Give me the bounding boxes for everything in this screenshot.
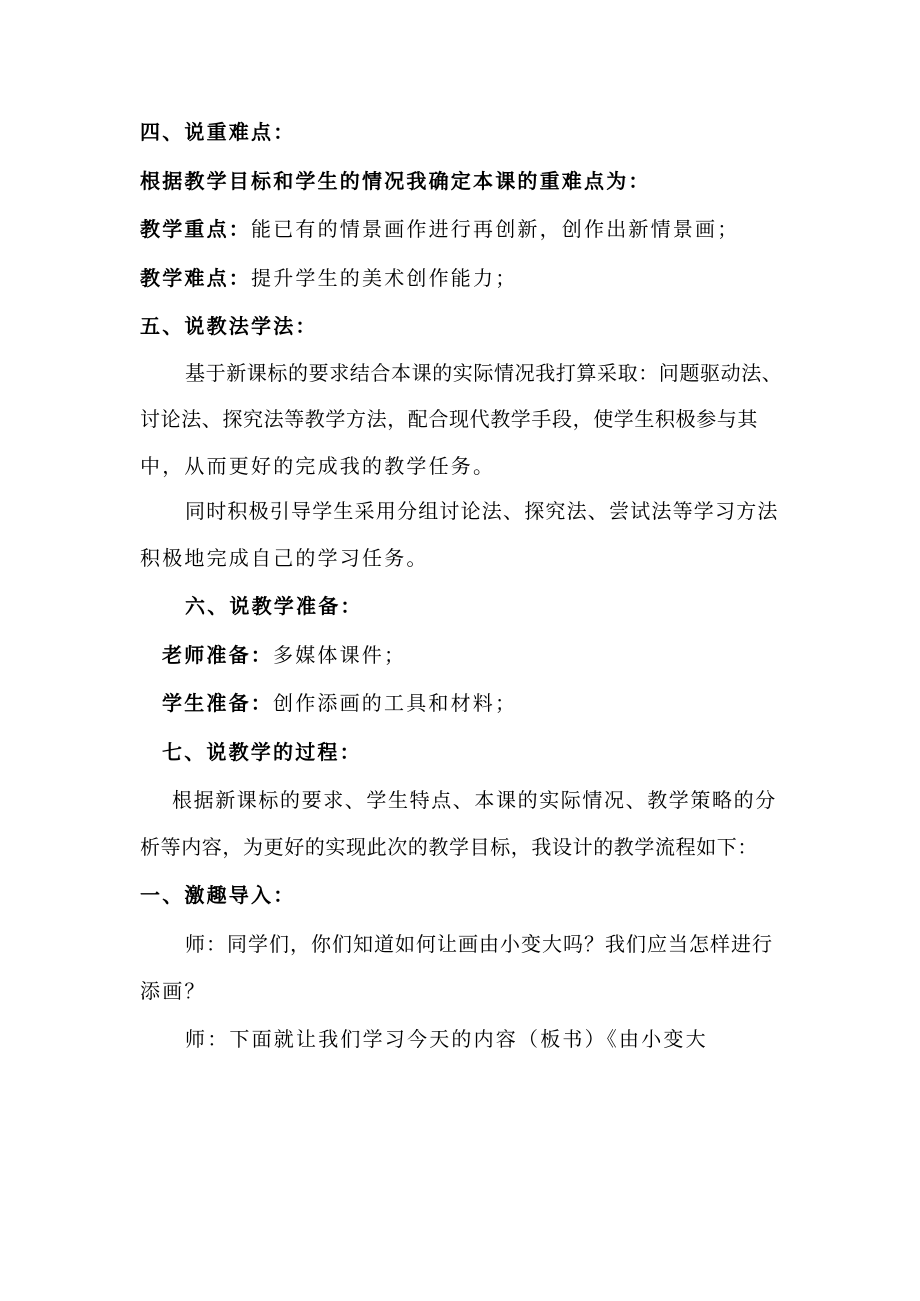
teacher-prep-label: 老师准备：: [162, 643, 273, 667]
student-prep-line: [162, 688, 517, 718]
section-5-paragraph-2-line-1: 同时积极引导学生采用分组讨论法、探究法、尝试法等学习方法: [185, 499, 779, 523]
key-point-label: 教学重点：: [140, 217, 251, 241]
step-1-paragraph-1-line-1: 师：同学们，你们知道如何让画由小变大吗？我们应当怎样进行: [185, 932, 773, 956]
key-point-text: 能已有的情景画作进行再创新，创作出新情景画；: [251, 217, 740, 241]
difficulty-label: 教学难点：: [140, 266, 251, 290]
section-5-paragraph-1-line-1: 基于新课标的要求结合本课的实际情况我打算采取：问题驱动法、: [185, 361, 783, 385]
section-heading-4: 四、说重难点：: [140, 120, 296, 144]
step-1-heading: 一、激趣导入：: [140, 883, 296, 907]
section-5-paragraph-1-line-3: 中，从而更好的完成我的教学任务。: [140, 454, 496, 478]
teacher-prep-line: [162, 640, 406, 670]
step-1-paragraph-1-line-2: 添画？: [140, 979, 207, 1003]
student-prep-text: 创作添画的工具和材料；: [273, 691, 518, 715]
section-5-paragraph-2-line-2: 积极地完成自己的学习任务。: [140, 546, 429, 570]
key-point-line: [140, 214, 739, 244]
section-7-paragraph-line-1: 根据新课标的要求、学生特点、本课的实际情况、教学策略的分: [172, 788, 777, 812]
section-heading-6: 六、说教学准备：: [185, 594, 363, 618]
student-prep-label: 学生准备：: [162, 691, 273, 715]
teacher-prep-text: 多媒体课件；: [273, 643, 407, 667]
section-4-intro: 根据教学目标和学生的情况我确定本课的重难点为：: [140, 169, 651, 193]
difficulty-text: 提升学生的美术创作能力；: [251, 266, 518, 290]
difficulty-line: [140, 263, 517, 293]
section-heading-7: 七、说教学的过程：: [162, 740, 362, 764]
section-5-paragraph-1-line-2: 讨论法、探究法等教学方法，配合现代教学手段，使学生积极参与其: [140, 407, 758, 431]
section-7-paragraph-line-2: 析等内容，为更好的实现此次的教学目标，我设计的教学流程如下：: [140, 835, 758, 859]
section-heading-5: 五、说教法学法：: [140, 314, 318, 338]
step-1-paragraph-2-line-1: 师：下面就让我们学习今天的内容（板书）《由小变大: [185, 1027, 708, 1051]
